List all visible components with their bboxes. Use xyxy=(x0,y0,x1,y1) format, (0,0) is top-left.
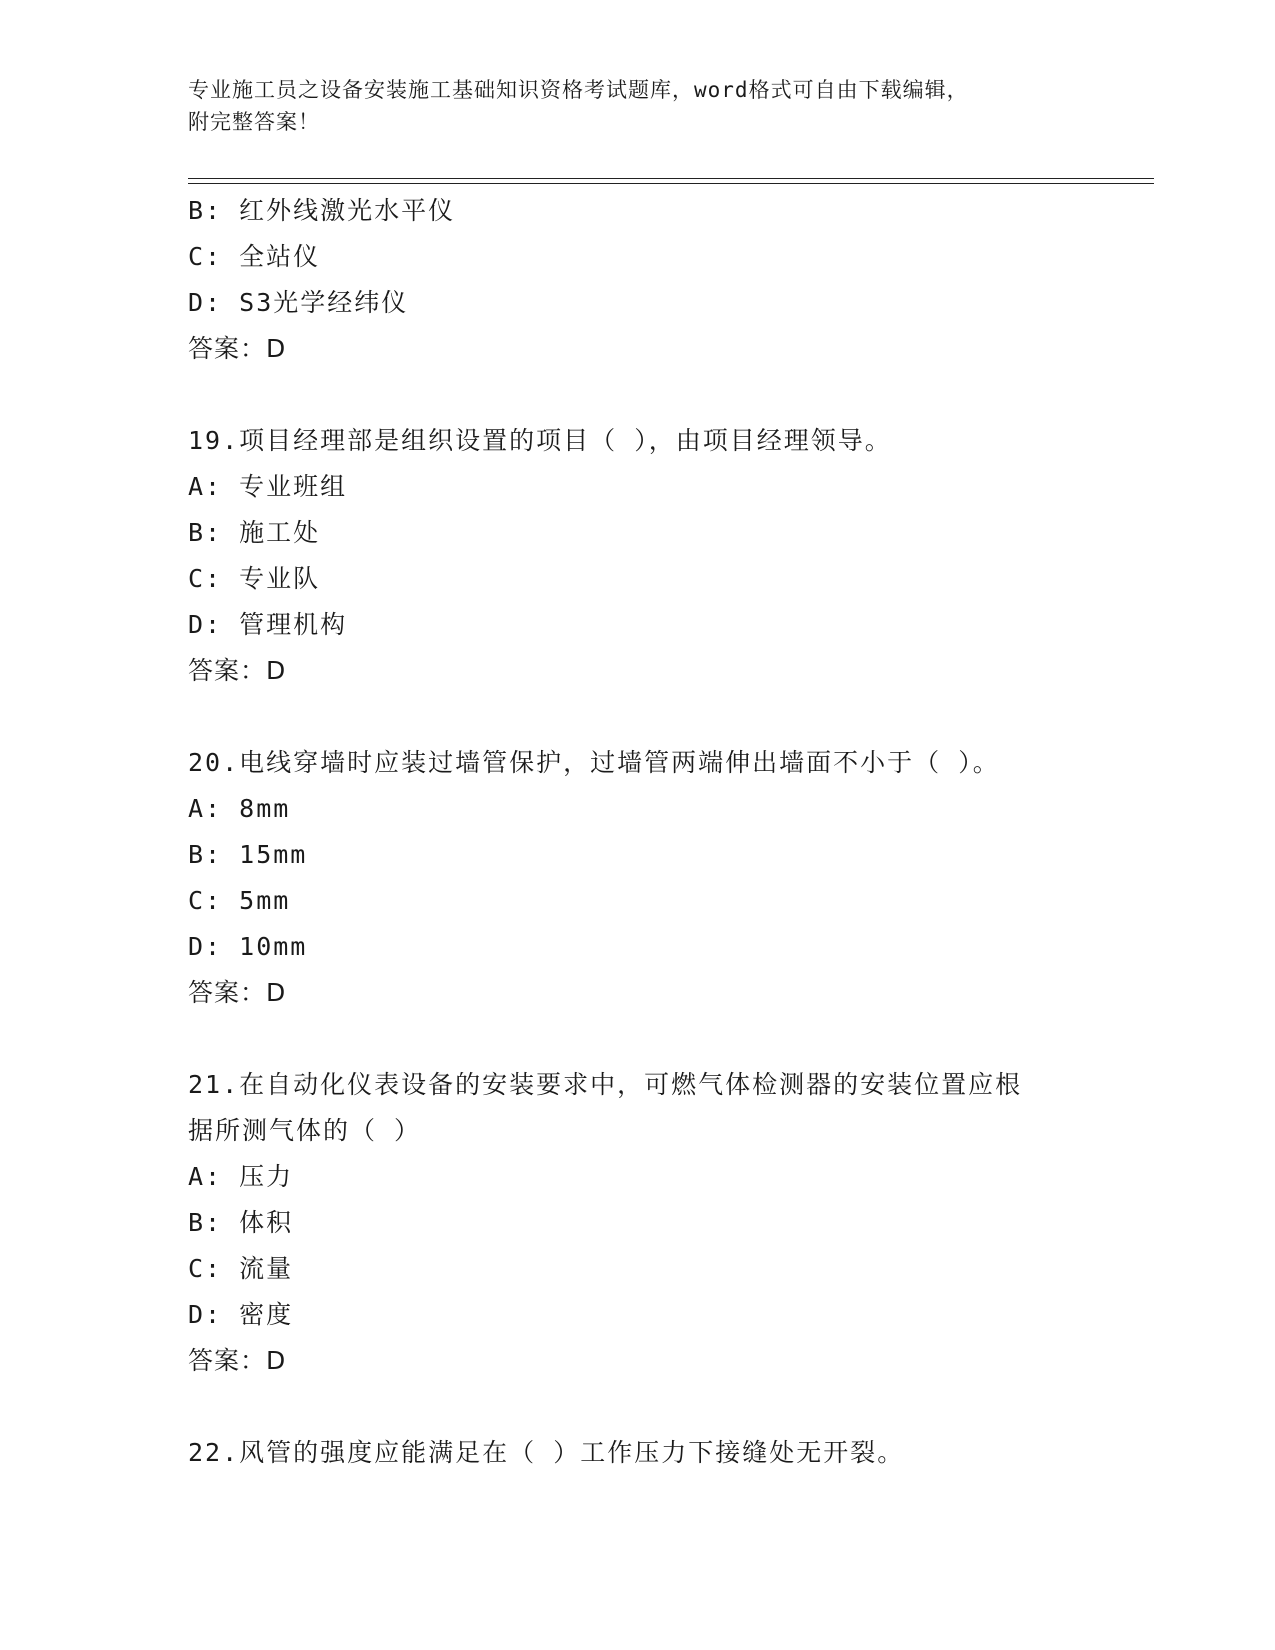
option-c: C: 5mm xyxy=(188,886,291,915)
question-partial xyxy=(188,188,1154,372)
question-text-line-2: 据所测气体的（ ） xyxy=(188,1116,422,1145)
option-b: B: 红外线激光水平仪 xyxy=(188,196,456,225)
question-text: 19.项目经理部是组织设置的项目（ ），由项目经理领导。 xyxy=(188,426,892,455)
option-c: C: 全站仪 xyxy=(188,242,321,271)
question-list xyxy=(188,188,1154,1476)
spacer xyxy=(188,1016,1154,1062)
option-d: D: S3光学经纬仪 xyxy=(188,288,409,317)
option-c: C: 专业队 xyxy=(188,564,321,593)
option-b: B: 施工处 xyxy=(188,518,321,547)
header-line-1: 专业施工员之设备安装施工基础知识资格考试题库，word格式可自由下载编辑， xyxy=(188,78,969,102)
option-d: D: 管理机构 xyxy=(188,610,348,639)
option-a: A: 专业班组 xyxy=(188,472,348,501)
question-19 xyxy=(188,418,1154,694)
answer-label: 答案：D xyxy=(188,656,287,685)
answer-label: 答案：D xyxy=(188,978,287,1007)
spacer xyxy=(188,694,1154,740)
option-a: A: 8mm xyxy=(188,794,291,823)
question-text: 22.风管的强度应能满足在（ ）工作压力下接缝处无开裂。 xyxy=(188,1438,905,1467)
question-text-line-1: 21.在自动化仪表设备的安装要求中，可燃气体检测器的安装位置应根 xyxy=(188,1070,1023,1099)
option-b: B: 体积 xyxy=(188,1208,294,1237)
option-d: D: 密度 xyxy=(188,1300,294,1329)
question-22 xyxy=(188,1430,1154,1476)
option-b: B: 15mm xyxy=(188,840,308,869)
answer-label: 答案：D xyxy=(188,1346,287,1375)
spacer xyxy=(188,372,1154,418)
option-c: C: 流量 xyxy=(188,1254,294,1283)
header-divider-bottom xyxy=(188,183,1154,184)
question-text: 20.电线穿墙时应装过墙管保护，过墙管两端伸出墙面不小于（ ）。 xyxy=(188,748,1000,777)
question-20 xyxy=(188,740,1154,1016)
spacer xyxy=(188,1384,1154,1430)
option-a: A: 压力 xyxy=(188,1162,294,1191)
header-divider-top xyxy=(188,178,1154,179)
document-header xyxy=(188,74,1068,138)
question-21 xyxy=(188,1062,1154,1384)
option-d: D: 10mm xyxy=(188,932,308,961)
answer-label: 答案：D xyxy=(188,334,287,363)
header-line-2: 附完整答案！ xyxy=(188,110,320,134)
